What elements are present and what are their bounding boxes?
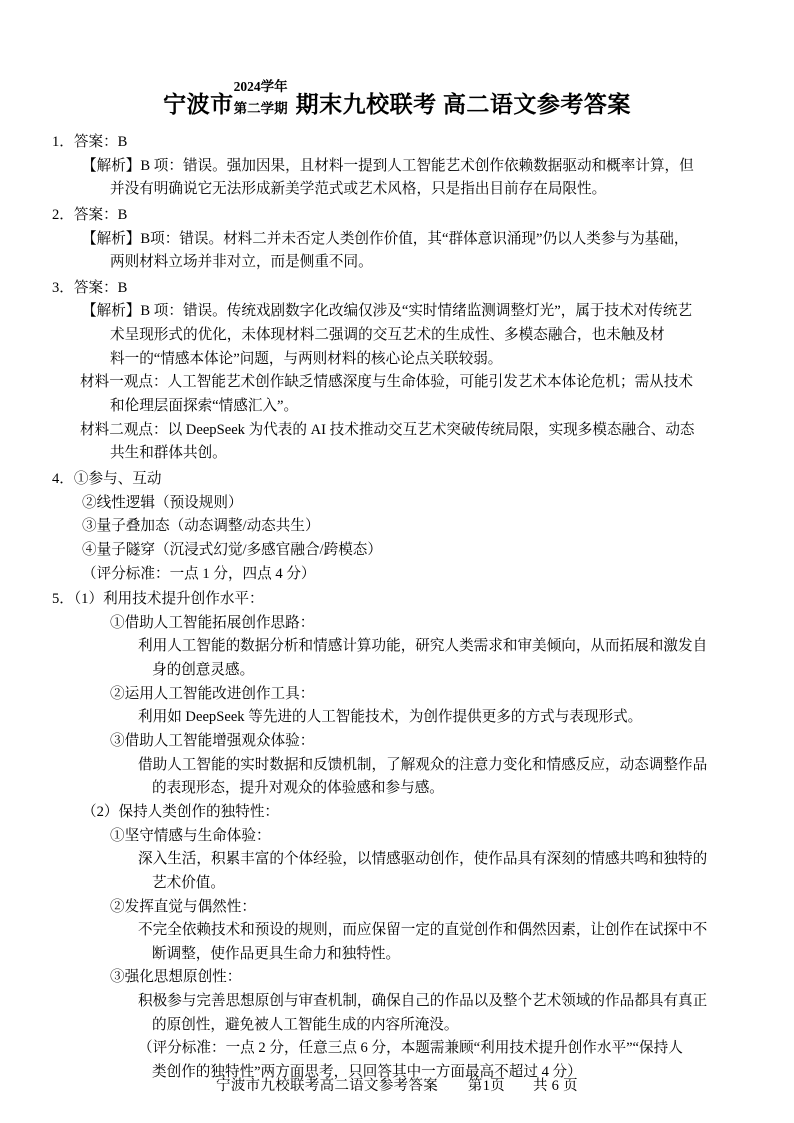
page-footer	[0, 1074, 794, 1095]
answer-line: 深入生活，积累丰富的个体经验，以情感驱动创作，使作品具有深刻的情感共鸣和独特的	[138, 851, 708, 868]
answer-line: ④量子隧穿（沉浸式幻觉/多感官融合/跨模态）	[82, 541, 382, 558]
footer-page-number: 第1页	[467, 1078, 506, 1094]
answer-line: 两则材料立场并非对立，而是侧重不同。	[110, 254, 373, 271]
footer-total-pages: 共 6 页	[532, 1078, 578, 1094]
answer-line: ②线性逻辑（预设规则）	[82, 494, 243, 511]
answer-line: 身的创意灵感。	[152, 662, 255, 679]
material-one-viewpoint: 材料一观点：人工智能艺术创作缺乏情感深度与生命体验，可能引发艺术本体论危机；需从技术	[80, 374, 693, 391]
title-suffix: 期末九校联考 高二语文参考答案	[295, 92, 631, 117]
page-title	[0, 79, 794, 119]
answer-line: 的表现形态，提升对观众的体验感和参与感。	[152, 780, 444, 797]
answer-line: 积极参与完善思想原创与审查机制，确保自己的作品以及整个艺术领域的作品都具有真正	[138, 993, 708, 1010]
answer-line: 艺术价值。	[152, 874, 225, 891]
footer-doc-title: 宁波市九校联考高二语文参考答案	[216, 1078, 439, 1094]
answer-line: 【解析】B项：错误。材料二并未否定人类创作价值，其“群体意识涌现”仍以人类参与为基础，	[82, 230, 689, 247]
title-prefix: 宁波市	[163, 92, 234, 117]
answer-item	[52, 277, 742, 466]
title-term-bottom: 第二学期	[233, 101, 288, 116]
answer-number: 1．答案：B	[52, 134, 128, 150]
answer-line: ①借助人工智能拓展创作思路：	[110, 614, 315, 631]
scoring-note: （评分标准：一点 1 分，四点 4 分）	[82, 565, 316, 582]
answer-item	[52, 588, 742, 1084]
answer-line: 和伦理层面探索“情感汇入”。	[110, 398, 299, 415]
answer-item	[52, 204, 742, 275]
answer-line: 断调整，使作品更具生命力和独特性。	[152, 945, 401, 962]
answer-line: ①坚守情感与生命体验：	[110, 827, 271, 844]
material-two-viewpoint: 材料二观点：以 DeepSeek 为代表的 AI 技术推动交互艺术突破传统局限，实现多模态融合、动态	[80, 421, 695, 438]
answer-line: 利用人工智能的数据分析和情感计算功能，研究人类需求和审美倾向，从而拓展和激发自	[138, 638, 708, 655]
answer-line: ③借助人工智能增强观众体验：	[110, 733, 315, 750]
answer-line: ③强化思想原创性：	[110, 969, 242, 986]
answers-body	[52, 131, 742, 1085]
answer-line: 料一的“情感本体论”问题，与两则材料的核心论点关联较弱。	[110, 350, 503, 367]
answer-line: 术呈现形式的优化，未体现材料二强调的交互艺术的生成性、多模态融合，也未触及材	[110, 327, 665, 344]
answer-item	[52, 131, 742, 202]
scoring-note: （评分标准：一点 2 分，任意三点 6 分，本题需兼顾“利用技术提升创作水平”“保持人	[138, 1040, 683, 1057]
answer-number: 2．答案：B	[52, 206, 128, 223]
answer-line: 【解析】B 项：错误。强加因果，且材料一提到人工智能艺术创作依赖数据驱动和概率计算，但	[82, 157, 694, 174]
answer-line: 借助人工智能的实时数据和反馈机制，了解观众的注意力变化和情感反应，动态调整作品	[138, 756, 708, 773]
answer-line: ②运用人工智能改进创作工具：	[110, 685, 315, 702]
answer-line: 的原创性，避免被人工智能生成的内容所淹没。	[152, 1016, 459, 1033]
answer-number: 5．（1）利用技术提升创作水平：	[52, 591, 264, 608]
answer-subsection: （2）保持人类创作的独特性：	[82, 803, 280, 820]
title-year-top: 2024学年	[233, 79, 288, 94]
answer-line: 并没有明确说它无法形成新美学范式或艺术风格，只是指出目前存在局限性。	[110, 181, 607, 198]
answer-line: ②发挥直觉与偶然性：	[110, 898, 256, 915]
title-academic-year-fraction	[233, 79, 296, 116]
answer-line: ③量子叠加态（动态调整/动态共生）	[82, 518, 320, 535]
answer-line: 共生和群体共创。	[110, 445, 227, 462]
answer-item	[52, 468, 742, 586]
answer-line: 【解析】B 项：错误。传统戏剧数字化改编仅涉及“实时情绪监测调整灯光”，属于技术对传统艺	[82, 303, 693, 320]
answer-number: 3．答案：B	[52, 279, 128, 296]
scoring-note: 类创作的独特性”两方面思考，只回答其中一方面最高不超过 4 分）	[152, 1063, 582, 1080]
answer-line: 利用如 DeepSeek 等先进的人工智能技术，为创作提供更多的方式与表现形式。	[138, 709, 643, 726]
answer-line: 不完全依赖技术和预设的规则，而应保留一定的直觉创作和偶然因素，让创作在试探中不	[138, 922, 708, 939]
answer-number: 4．①参与、互动	[52, 470, 162, 487]
